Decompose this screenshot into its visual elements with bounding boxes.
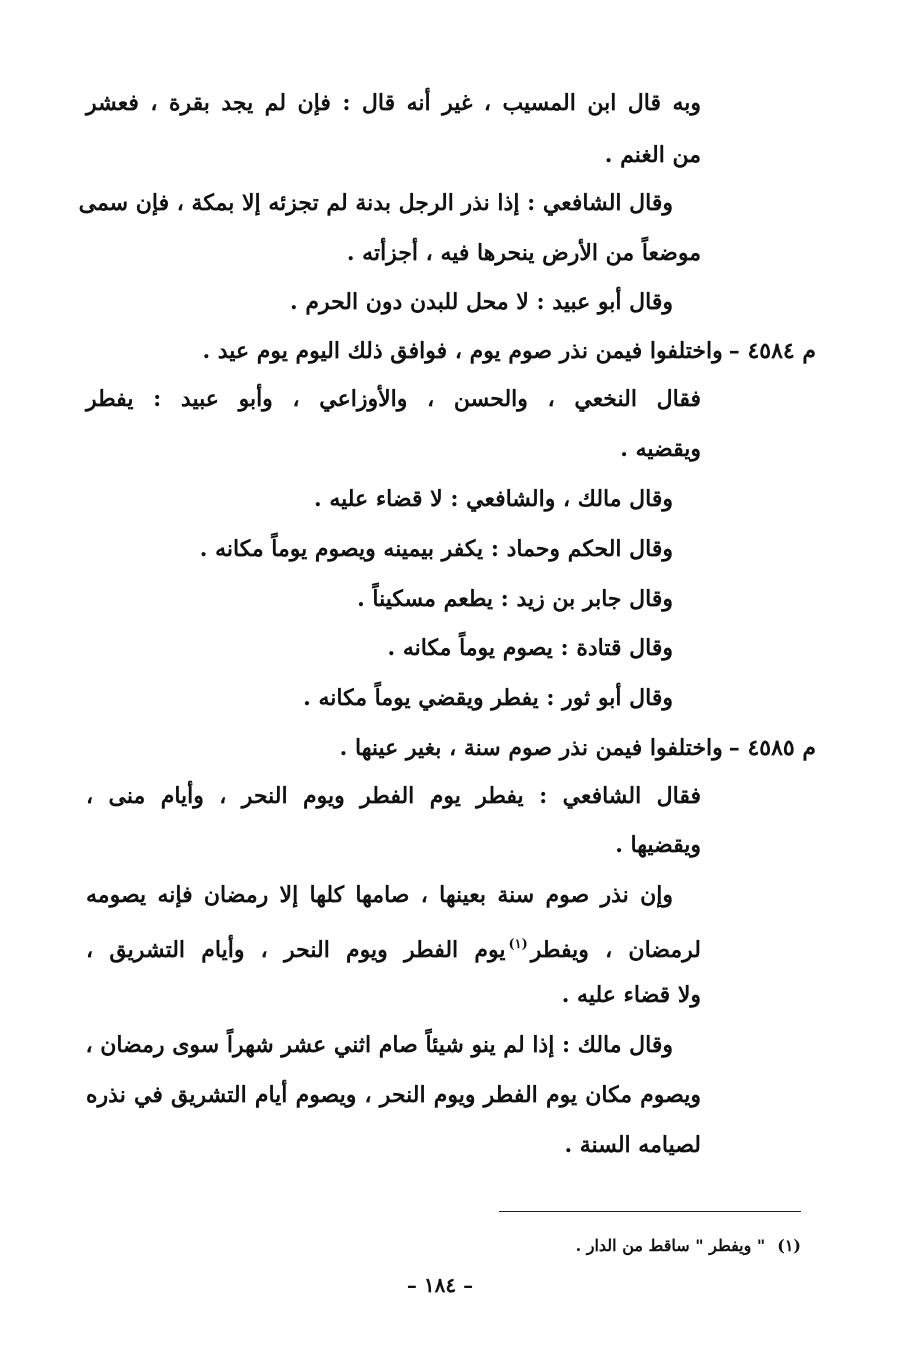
text-line: فقال الشافعي : يفطر يوم الفطر ويوم النحر ، وأيام منى ،	[86, 783, 701, 809]
entry-text: واختلفوا فيمن نذر صوم سنة ، بغير عينها .	[339, 735, 723, 761]
text-line: وقال أبو عبيد : لا محل للبدن دون الحرم .	[290, 289, 673, 315]
text-line: ويقضيها .	[615, 832, 701, 858]
text-line: وقال مالك ، والشافعي : لا قضاء عليه .	[314, 486, 673, 512]
text-line: ويصوم مكان يوم الفطر ويوم النحر ، ويصوم أيام التشريق في نذره	[86, 1082, 701, 1108]
text-segment: يوم الفطر ويوم النحر ، وأيام التشريق ،	[86, 937, 506, 963]
text-line: وقال أبو ثور : يفطر ويقضي يوماً مكانه .	[303, 685, 673, 711]
text-line: وقال الحكم وحماد : يكفر بيمينه ويصوم يوماً مكانه .	[199, 536, 673, 562]
entry-line-4585	[340, 733, 816, 763]
page-number: – ١٨٤ –	[406, 1273, 474, 1297]
footnote-divider	[499, 1211, 801, 1212]
text-line: فقال النخعي ، والحسن ، والأوزاعي ، وأبو عبيد : يفطر	[86, 386, 701, 412]
text-line: موضعاً من الأرض ينحرها فيه ، أجزأته .	[346, 240, 701, 266]
text-line: وبه قال ابن المسيب ، غير أنه قال : فإن لم يجد بقرة ، فعشر	[86, 90, 701, 116]
entry-line-4584	[202, 336, 816, 366]
text-segment: لرمضان ، ويفطر	[530, 937, 701, 963]
text-line: لصيامه السنة .	[564, 1132, 701, 1158]
text-line	[86, 930, 701, 963]
entry-number: م ٤٥٨٤ –	[728, 338, 816, 364]
text-line: وقال جابر بن زيد : يطعم مسكيناً .	[357, 586, 673, 612]
text-line: وإن نذر صوم سنة بعينها ، صامها كلها إلا رمضان فإنه يصومه	[86, 882, 673, 908]
text-line: وقال مالك : إذا لم ينو شيئاً صام اثني عشر شهراً سوى رمضان ،	[85, 1032, 673, 1058]
text-line: من الغنم .	[604, 142, 701, 168]
text-line: وقال الشافعي : إذا نذر الرجل بدنة لم تجزئه إلا بمكة ، فإن سمى	[78, 190, 673, 216]
text-line: ولا قضاء عليه .	[561, 982, 701, 1008]
footnote-text: " ويفطر " ساقط من الدار .	[575, 1236, 766, 1255]
entry-number: م ٤٥٨٥ –	[728, 735, 816, 761]
footnote-reference: (١)	[508, 937, 528, 952]
footnote-marker: (١)	[777, 1236, 801, 1255]
text-line: ويقضيه .	[620, 436, 701, 462]
entry-text: واختلفوا فيمن نذر صوم يوم ، فوافق ذلك اليوم يوم عيد .	[202, 338, 723, 364]
footnote	[576, 1234, 801, 1258]
text-line: وقال قتادة : يصوم يوماً مكانه .	[387, 635, 673, 661]
